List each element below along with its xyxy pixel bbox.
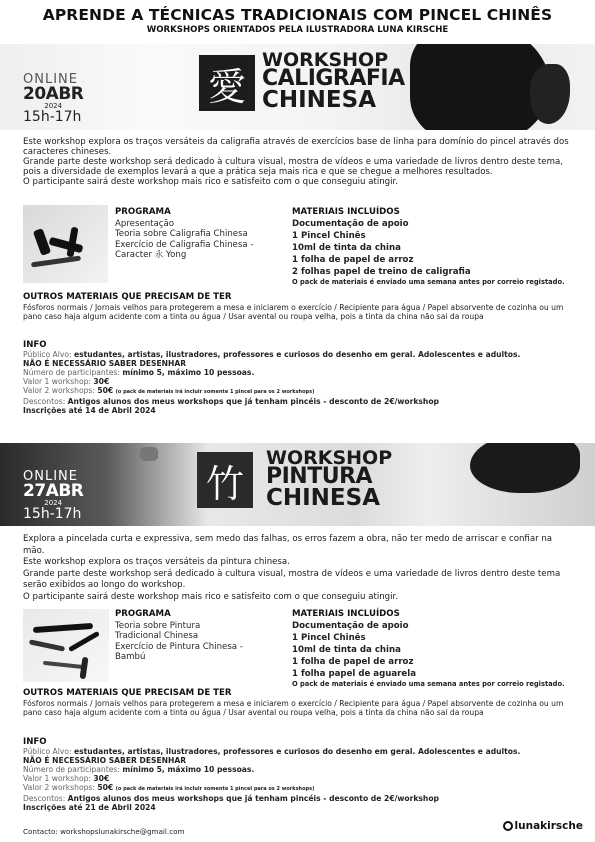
materiais-item: 1 Pincel Chinês <box>292 230 366 241</box>
title-line-2: CALIGRAFIA <box>262 66 405 92</box>
workshop-year: 2024 <box>44 102 63 110</box>
programa-heading: PROGRAMA <box>115 207 171 217</box>
materiais-item: 1 folha de papel de arroz <box>292 656 414 667</box>
programa-heading: PROGRAMA <box>115 609 171 619</box>
outros-heading: OUTROS MATERIAIS QUE PRECISAM DE TER <box>23 688 232 698</box>
info-publico: Público Alvo: estudantes, artistas, ilustradores, professores e curiosos do desenho em geral. Adolescentes e adultos. <box>23 350 521 359</box>
brand-logo <box>503 820 583 832</box>
programa-item: Exercício de Caligrafia Chinesa - Caracter 永 Yong <box>115 239 254 260</box>
info-publico: Público Alvo: estudantes, artistas, ilustradores, professores e curiosos do desenho em geral. Adolescentes e adultos. <box>23 747 521 756</box>
intro-paragraph: O participante sairá deste workshop mais rico e satisfeito com o que conseguiu atingir. <box>23 177 398 187</box>
info-descontos: Descontos: Antigos alunos dos meus workshops que já tenham pincéis - desconto de 2€/workshop <box>23 794 439 803</box>
info-valor-1: Valor 1 workshop: 30€ <box>23 774 110 783</box>
workshop-1-info <box>23 340 583 415</box>
info-inscricoes: Inscrições até 14 de Abril 2024 <box>23 406 156 415</box>
chinese-character-glyph: 竹 <box>205 461 244 506</box>
workshop-hours: 15h-17h <box>23 506 82 522</box>
intro-paragraph: Grande parte deste workshop será dedicado à cultura visual, mostra de vídeos e uma variedade de livros dentro deste tema, pois a diversidade de exemplos levará a que a prática seja mais rica e que se chegue a melhores resultados. <box>23 157 563 177</box>
intro-paragraph: Este workshop explora os traços versáteis da caligrafia através de exercícios base de linha para domínio do pincel através dos caracteres chineses. <box>23 137 569 157</box>
info-valor-1: Valor 1 workshop: 30€ <box>23 377 110 386</box>
info-heading: INFO <box>23 737 47 747</box>
workshop-2-materiais <box>292 609 582 689</box>
workshop-1-banner <box>0 44 595 130</box>
workshop-2-info <box>23 737 583 812</box>
outros-heading: OUTROS MATERIAIS QUE PRECISAM DE TER <box>23 292 232 302</box>
ink-splash-decoration <box>410 44 550 130</box>
contact-email[interactable]: Contacto: workshopslunakirsche@gmail.com <box>23 827 185 836</box>
workshop-1-date <box>23 73 83 124</box>
intro-paragraph: Este workshop explora os traços versáteis da pintura chinesa. <box>23 557 290 568</box>
page-header <box>0 6 595 35</box>
bamboo-painting-photo <box>23 609 109 682</box>
materiais-item: 1 folha de papel de arroz <box>292 254 414 265</box>
info-inscricoes: Inscrições até 21 de Abril 2024 <box>23 803 156 812</box>
workshop-hours: 15h-17h <box>23 109 82 125</box>
intro-paragraph: O participante sairá deste workshop mais rico e satisfeito com o que conseguiu atingir. <box>23 591 398 602</box>
materiais-item: 10ml de tinta da china <box>292 644 401 655</box>
workshop-2-outros <box>23 688 575 717</box>
materiais-note: O pack de materiais é enviado uma semana antes por correio registado. <box>292 278 565 287</box>
info-participantes: Número de participantes: mínimo 5, máximo 10 pessoas. <box>23 765 255 774</box>
title-line-2: PINTURA <box>266 464 373 490</box>
materiais-heading: MATERIAIS INCLUÍDOS <box>292 609 400 619</box>
materiais-item: 2 folhas papel de treino de caligrafia <box>292 266 471 277</box>
workshop-2-intro <box>23 534 573 604</box>
materiais-item: 1 Pincel Chinês <box>292 632 366 643</box>
info-participantes: Número de participantes: mínimo 5, máximo 10 pessoas. <box>23 368 255 377</box>
chinese-character-logo <box>199 55 255 111</box>
location-pin-icon <box>503 821 513 831</box>
info-descontos: Descontos: Antigos alunos dos meus workshops que já tenham pincéis - desconto de 2€/workshop <box>23 397 439 406</box>
outros-text: Fósforos normais / Jornais velhos para protegerem a mesa e iniciarem o exercício / Recipiente para água / Papel absorvente de cozinha ou um pano caso haja algum acidente com a tinta ou água / Usar avental ou roupa velha, pois a tinta da china não sai da roupa <box>23 303 564 321</box>
chinese-character-glyph: 愛 <box>207 64 246 109</box>
workshop-1-intro <box>23 137 573 187</box>
title-line-3: CHINESA <box>266 484 381 511</box>
workshop-1-materiais <box>292 207 582 287</box>
programa-item: Teoria sobre Pintura Tradicional Chinesa <box>115 621 201 642</box>
page-subtitle: WORKSHOPS ORIENTADOS PELA ILUSTRADORA LUNA KIRSCHE <box>146 25 449 35</box>
materiais-heading: MATERIAIS INCLUÍDOS <box>292 207 400 217</box>
materiais-item: Documentação de apoio <box>292 218 409 229</box>
programa-item: Apresentação <box>115 219 175 230</box>
info-nao-necessario: NÃO É NECESSÁRIO SABER DESENHAR <box>23 756 187 765</box>
info-valor-2: Valor 2 workshops: 50€ (o pack de materiais irá incluir somente 1 pincel para os 2 workshops) <box>23 386 315 395</box>
workshop-1-title <box>262 49 405 113</box>
intro-paragraph: Explora a pincelada curta e expressiva, sem medo das falhas, os erros fazem a obra, não ter medo de arriscar e confiar na mão. <box>23 534 553 556</box>
workshop-year: 2024 <box>44 499 63 507</box>
materiais-item: 10ml de tinta da china <box>292 242 401 253</box>
calligraphy-photo <box>23 205 108 283</box>
title-line-3: CHINESA <box>262 86 377 113</box>
ink-splash-decoration <box>470 443 580 493</box>
intro-paragraph: Grande parte deste workshop será dedicado à cultura visual, mostra de vídeos e uma variedade de livros dentro deste tema serão exibidos ao longo do workshop. <box>23 568 561 591</box>
workshop-2-date <box>23 470 83 521</box>
outros-text: Fósforos normais / Jornais velhos para protegerem a mesa e iniciarem o exercício / Recipiente para água / Papel absorvente de cozinha ou um pano caso haja algum acidente com a tinta ou água / Usar avental ou roupa velha, pois a tinta da china não sai da roupa <box>23 699 564 717</box>
materiais-item: 1 folha papel de aguarela <box>292 668 416 679</box>
workshop-day: 20ABR <box>23 84 84 104</box>
workshop-2-banner <box>0 443 595 526</box>
info-valor-2: Valor 2 workshops: 50€ (o pack de materiais irá incluir somente 1 pincel para os 2 workshops) <box>23 783 315 792</box>
materiais-item: Documentação de apoio <box>292 620 409 631</box>
workshop-1-outros <box>23 292 575 321</box>
workshop-day: 27ABR <box>23 481 84 501</box>
info-nao-necessario: NÃO É NECESSÁRIO SABER DESENHAR <box>23 359 187 368</box>
brand-name: lunakirsche <box>514 820 583 832</box>
page-title: APRENDE A TÉCNICAS TRADICIONAIS COM PINCEL CHINÊS <box>42 6 553 24</box>
title-line-1: WORKSHOP <box>266 447 393 469</box>
bamboo-painting-logo <box>197 452 253 508</box>
programa-item: Exercício de Pintura Chinesa - Bambú <box>115 641 243 662</box>
workshop-mode: ONLINE <box>23 72 78 87</box>
workshop-mode: ONLINE <box>23 469 78 484</box>
ink-splash-decoration <box>530 64 570 124</box>
workshop-1-programa <box>115 207 275 260</box>
title-line-1: WORKSHOP <box>262 49 389 71</box>
materiais-note: O pack de materiais é enviado uma semana antes por correio registado. <box>292 680 565 689</box>
workshop-2-title <box>266 447 393 511</box>
info-heading: INFO <box>23 340 47 350</box>
ink-splash-decoration <box>140 447 158 461</box>
workshop-2-programa <box>115 609 245 662</box>
programa-item: Teoria sobre Caligrafia Chinesa <box>115 229 248 240</box>
